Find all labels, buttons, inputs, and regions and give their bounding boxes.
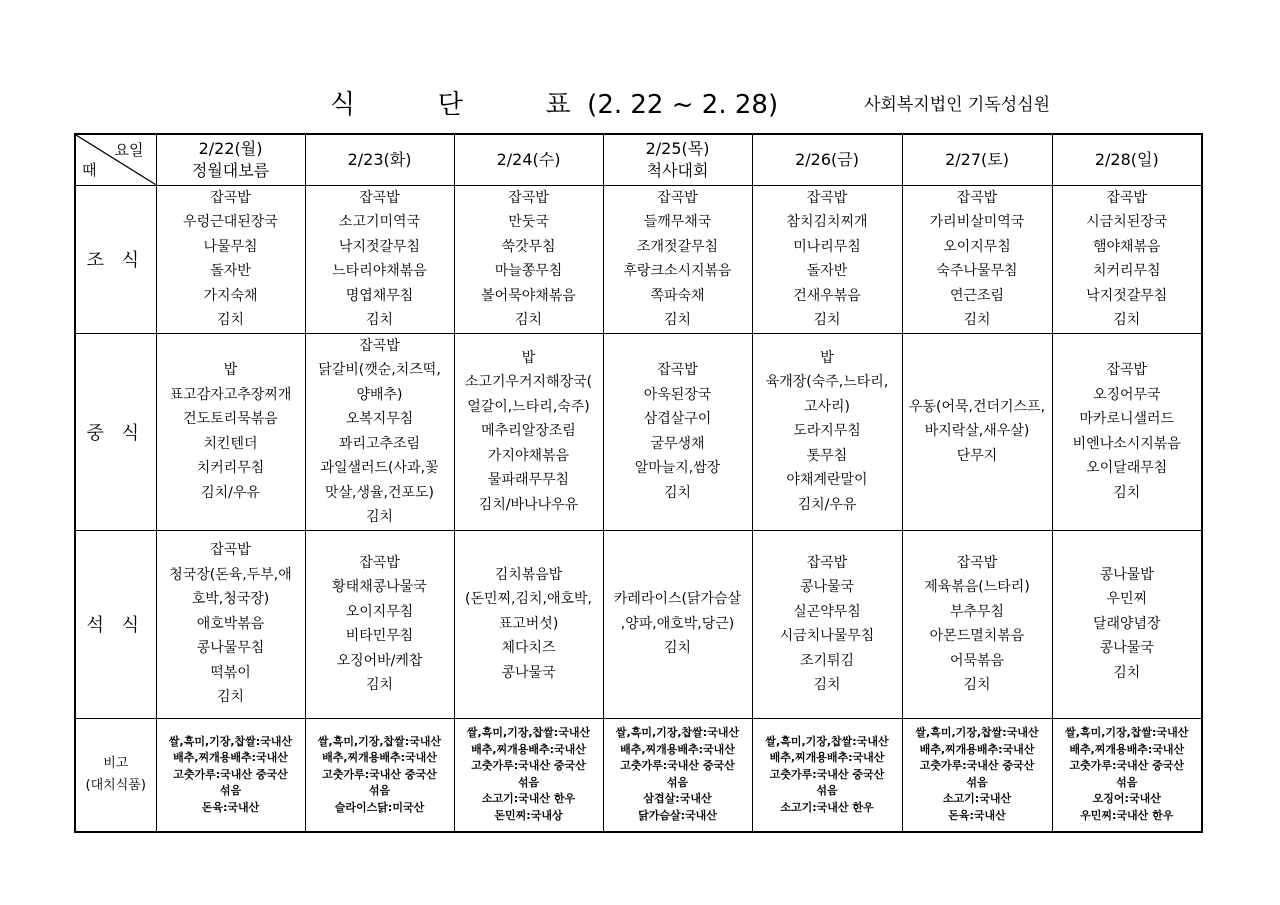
menu-item: 떡볶이: [210, 664, 251, 681]
menu-item: 청국장(돈육,두부,애: [169, 566, 292, 583]
menu-item: 김치/우유: [797, 496, 857, 513]
menu-item: 연근조림: [949, 287, 1005, 304]
origin-note-line: 소고기:국내산: [942, 792, 1012, 806]
menu-item: 김치: [365, 509, 394, 525]
origin-note-line: 삼겹살:국내산: [643, 792, 712, 806]
origin-note-cell: [156, 718, 305, 832]
origin-note-line: 고춧가루:국내산 중국산: [322, 767, 437, 781]
origin-note-line: 쌀,흑미,기장,찹쌀:국내산: [168, 734, 293, 748]
origin-note-cell: [454, 718, 603, 832]
menu-item: 소고기미역국: [338, 214, 421, 230]
menu-item: 김치: [1113, 664, 1141, 681]
origin-note-line: 배추,찌개용배추:국내산: [1069, 742, 1185, 756]
menu-item: 쑥갓무침: [501, 238, 556, 255]
page-title: 식 단 표 (2. 22 ~ 2. 28): [330, 90, 779, 120]
menu-item: 잡곡밥: [657, 362, 698, 378]
origin-note-line: 고춧가루:국내산 중국산: [919, 759, 1035, 773]
origin-note-cell: [752, 718, 902, 832]
menu-cell: [1052, 185, 1202, 333]
menu-item: 오이지무침: [943, 238, 1011, 255]
menu-cell: [902, 333, 1052, 530]
menu-item: 소고기우거지해장국(: [464, 374, 593, 391]
menu-item: 애호박볶음: [196, 615, 265, 632]
menu-item: 김치: [1113, 484, 1141, 501]
menu-item: 돌자반: [210, 263, 251, 279]
day-header: 2/24(수): [454, 134, 603, 185]
menu-item: 잡곡밥: [508, 189, 549, 206]
menu-item: 잡곡밥: [956, 554, 998, 571]
menu-item: 김치: [365, 677, 394, 693]
menu-item: 건도토리묵볶음: [183, 411, 278, 427]
menu-item: 명엽채무침: [345, 287, 414, 304]
menu-item: 체다치즈: [501, 640, 556, 657]
menu-item: 치킨텐더: [203, 435, 258, 452]
menu-item: 잡곡밥: [359, 337, 400, 354]
menu-item: 잡곡밥: [806, 554, 848, 571]
corner-meal-label: 때: [82, 160, 97, 179]
menu-item: 가지숙채: [203, 287, 258, 304]
menu-cell: [752, 185, 902, 333]
menu-cell: [305, 333, 454, 530]
day-header: 2/23(화): [305, 134, 454, 185]
origin-note-line: 쌀,흑미,기장,찹쌀:국내산: [1065, 726, 1189, 740]
menu-item: 잡곡밥: [806, 189, 848, 206]
origin-note-line: 쌀,흑미,기장,찹쌀:국내산: [615, 726, 740, 740]
menu-item: 카레라이스(닭가슴살: [613, 591, 742, 608]
origin-note-line: 돈민찌:국내상: [494, 808, 563, 822]
menu-item: 콩나물국: [1099, 640, 1154, 657]
menu-item: 콩나물국: [799, 579, 855, 595]
menu-item: 김치: [813, 677, 841, 693]
meal-plan-table: [74, 133, 1203, 833]
menu-item: 아욱된장국: [643, 386, 712, 403]
corner-cell: [75, 134, 156, 185]
menu-item: 김치: [1113, 312, 1141, 328]
menu-item: 야채계란말이: [786, 472, 868, 489]
meal-label-lunch: 중 식: [75, 333, 156, 530]
menu-item: 잡곡밥: [956, 189, 998, 206]
menu-item: 밥: [820, 349, 834, 366]
origin-note-line: 오징어:국내산: [1092, 792, 1161, 806]
menu-item: 도라지무침: [793, 423, 861, 440]
origin-note-line: 섞음: [368, 784, 391, 797]
day-header: 2/28(일): [1052, 134, 1202, 185]
menu-item: 시금치나물무침: [779, 628, 875, 644]
origin-note-line: 고춧가루:국내산 중국산: [1069, 759, 1184, 773]
menu-item: 밥: [223, 362, 238, 378]
origin-note-line: 쌀,흑미,기장,찹쌀:국내산: [466, 726, 591, 740]
menu-item: 잡곡밥: [359, 554, 400, 571]
menu-item: 콩나물무침: [196, 640, 265, 657]
origin-note-cell: [603, 718, 752, 832]
menu-item: 아몬드멸치볶음: [929, 628, 1025, 644]
origin-note-line: 섞음: [1116, 775, 1138, 789]
menu-cell: [1052, 530, 1202, 718]
menu-item: 콩나물밥: [1099, 566, 1154, 583]
menu-cell: [752, 530, 902, 718]
menu-item: 가리비살미역국: [929, 214, 1025, 230]
menu-item: 표고감자고추장찌개: [169, 386, 292, 403]
origin-note-line: 쌀,흑미,기장,찹쌀:국내산: [915, 726, 1039, 740]
menu-item: 우민찌: [1106, 591, 1148, 608]
origin-note-line: 섞음: [219, 784, 242, 797]
menu-cell: [902, 530, 1052, 718]
menu-item: 어묵볶음: [949, 652, 1005, 669]
menu-item: 김치: [216, 312, 245, 328]
menu-item: 쪽파숙채: [650, 287, 705, 304]
menu-item: 시금치된장국: [1086, 214, 1168, 230]
origin-note-line: 슬라이스닭:미국산: [334, 800, 425, 814]
menu-item: 김치/우유: [201, 484, 260, 501]
meal-label-dinner: 석 식: [75, 530, 156, 718]
menu-item: 볼어묵야채볶음: [481, 287, 576, 304]
origin-note-line: 우민찌:국내산 한우: [1080, 808, 1174, 822]
menu-item: 오징어무국: [1092, 386, 1161, 403]
origin-note-cell: [902, 718, 1052, 832]
origin-note-line: 배추,찌개용배추:국내산: [173, 751, 288, 764]
menu-item: 오이달래무침: [1086, 460, 1168, 476]
origin-note-line: 고춧가루:국내산 중국산: [620, 759, 735, 773]
origin-note-line: 닭가슴살:국내산: [638, 808, 717, 822]
notes-row: [75, 718, 1202, 832]
menu-item: 김치: [813, 312, 841, 328]
menu-item: 물파래무무침: [487, 472, 570, 489]
menu-item: 제육볶음(느타리): [924, 579, 1030, 595]
menu-item: 호박,청국장): [191, 591, 270, 608]
lunch-row: [75, 333, 1202, 530]
menu-item: 김치: [663, 640, 692, 657]
origin-note-line: 쌀,흑미,기장,찹쌀:국내산: [317, 734, 442, 748]
menu-item: 잡곡밥: [359, 189, 400, 206]
header-row: [75, 134, 1202, 185]
menu-item: 삼겹살구이: [643, 411, 712, 427]
origin-note-line: 배추,찌개용배추:국내산: [322, 751, 437, 764]
day-header: 2/25(목) 척사대회: [603, 134, 752, 185]
origin-note-line: 섞음: [666, 775, 689, 789]
menu-cell: [902, 185, 1052, 333]
dinner-row: [75, 530, 1202, 718]
menu-item: 치커리무침: [196, 460, 265, 476]
menu-item: 비엔나소시지볶음: [1072, 435, 1181, 452]
menu-item: 마늘쫑무침: [494, 263, 563, 279]
menu-item: 얼갈이,느타리,숙주): [467, 398, 590, 415]
corner-day-label: 요일: [114, 141, 144, 159]
origin-note-cell: [1052, 718, 1202, 832]
origin-note-line: 돈육:국내산: [948, 808, 1006, 822]
menu-item: 건새우볶음: [793, 287, 861, 304]
menu-item: 잡곡밥: [657, 189, 698, 206]
menu-item: 톳무침: [806, 447, 848, 464]
menu-item: 만둣국: [508, 214, 549, 230]
origin-note-line: 고춧가루:국내산 중국산: [471, 759, 586, 773]
origin-note-line: 배추,찌개용배추:국내산: [620, 742, 735, 756]
menu-item: 김치: [963, 312, 991, 328]
menu-item: 참치김치찌개: [786, 214, 868, 230]
origin-note-line: 배추,찌개용배추:국내산: [769, 751, 885, 764]
menu-item: 후랑크소시지볶음: [623, 263, 732, 279]
origin-note-line: 돈육:국내산: [201, 800, 260, 814]
menu-item: 김치: [963, 677, 991, 693]
menu-cell: [603, 185, 752, 333]
meal-label-breakfast: 조 식: [75, 185, 156, 333]
day-header: 2/26(금): [752, 134, 902, 185]
menu-item: 바지락살,새우살): [924, 423, 1030, 440]
menu-item: 양배추): [356, 386, 403, 403]
menu-item: (돈민찌,김치,애호박,: [464, 591, 592, 608]
menu-item: 돌자반: [806, 263, 848, 279]
menu-item: 달래양념장: [1092, 615, 1161, 632]
menu-item: 황태채콩나물국: [332, 579, 427, 595]
menu-item: 조기튀김: [799, 652, 855, 669]
menu-item: 육개장(숙주,느타리,: [765, 374, 889, 391]
menu-item: 김치/바나나우유: [478, 496, 579, 513]
menu-item: 우동(어묵,건더기스프,: [908, 398, 1046, 415]
menu-item: 낙지젓갈무침: [1086, 287, 1168, 304]
menu-item: 느타리야채볶음: [332, 263, 427, 279]
menu-cell: [454, 333, 603, 530]
menu-cell: [603, 333, 752, 530]
menu-item: 오복지무침: [345, 411, 414, 427]
origin-note-line: 배추,찌개용배추:국내산: [471, 742, 586, 756]
origin-note-line: 고춧가루:국내산 중국산: [769, 767, 885, 781]
menu-item: 햄야채볶음: [1092, 238, 1161, 255]
menu-item: 알마늘지,쌈장: [634, 460, 721, 476]
menu-cell: [1052, 333, 1202, 530]
menu-item: 오이지무침: [345, 603, 414, 620]
menu-cell: [305, 530, 454, 718]
menu-item: 치커리무침: [1092, 263, 1161, 279]
menu-item: 과일샐러드(사과,꽃: [320, 460, 439, 476]
menu-item: 나물무침: [203, 238, 258, 255]
menu-item: 잡곡밥: [1106, 189, 1148, 206]
menu-item: 고사리): [803, 398, 851, 415]
menu-item: 낙지젓갈무침: [338, 238, 421, 255]
notes-label: 비고 (대치식품): [75, 718, 156, 832]
menu-item: 단무지: [956, 447, 998, 464]
menu-cell: [305, 185, 454, 333]
menu-cell: [454, 530, 603, 718]
origin-note-line: 소고기:국내산 한우: [481, 792, 576, 806]
menu-cell: [454, 185, 603, 333]
menu-cell: [603, 530, 752, 718]
menu-item: 오징어바/케찹: [336, 652, 423, 669]
menu-item: 마카로니샐러드: [1079, 411, 1175, 427]
menu-item: 닭갈비(깻순,치즈떡,: [318, 362, 441, 378]
menu-item: 김치: [663, 484, 692, 501]
menu-item: 숙주나물무침: [936, 263, 1018, 279]
menu-item: 비타민무침: [345, 628, 414, 644]
origin-note-line: 배추,찌개용배추:국내산: [919, 742, 1035, 756]
menu-cell: [156, 185, 305, 333]
origin-note-line: 섞음: [517, 775, 540, 789]
menu-item: 맛살,생율,건포도): [324, 484, 435, 501]
menu-item: 조개젓갈무침: [636, 238, 719, 255]
menu-item: 메추리알장조림: [481, 423, 576, 440]
menu-cell: [156, 530, 305, 718]
origin-note-line: 소고기:국내산 한우: [780, 800, 874, 814]
menu-item: 밥: [521, 349, 536, 366]
day-header: 2/27(토): [902, 134, 1052, 185]
menu-cell: [156, 333, 305, 530]
origin-note-line: 섞음: [966, 775, 988, 789]
menu-item: 꽈리고추조림: [338, 435, 421, 452]
menu-item: 부추무침: [949, 603, 1005, 620]
menu-item: 우렁근대된장국: [183, 214, 278, 230]
menu-item: 김치: [514, 312, 543, 328]
menu-item: 잡곡밥: [210, 542, 251, 559]
menu-item: 실곤약무침: [793, 603, 861, 620]
menu-item: 표고버섯): [498, 615, 559, 632]
origin-note-line: 섞음: [816, 784, 838, 797]
menu-item: 김치: [663, 312, 692, 328]
menu-cell: [752, 333, 902, 530]
breakfast-row: [75, 185, 1202, 333]
menu-item: 잡곡밥: [1106, 362, 1148, 378]
menu-item: 가지야채볶음: [487, 447, 570, 464]
origin-note-cell: [305, 718, 454, 832]
menu-item: ,양파,애호박,당근): [620, 615, 735, 632]
menu-item: 콩나물국: [501, 664, 556, 681]
menu-item: 미나리무침: [793, 238, 861, 255]
menu-item: 잡곡밥: [210, 189, 251, 206]
day-header: 2/22(월) 정월대보름: [156, 134, 305, 185]
menu-item: 김치: [365, 312, 394, 328]
menu-item: 김치볶음밥: [494, 566, 563, 583]
origin-note-line: 고춧가루:국내산 중국산: [173, 767, 288, 781]
menu-item: 굴무생채: [650, 435, 705, 452]
origin-note-line: 쌀,흑미,기장,찹쌀:국내산: [765, 734, 889, 748]
organization-name: 사회복지법인 기독성심원: [864, 95, 1051, 115]
menu-item: 들깨무채국: [643, 214, 712, 230]
menu-item: 김치: [216, 689, 245, 706]
